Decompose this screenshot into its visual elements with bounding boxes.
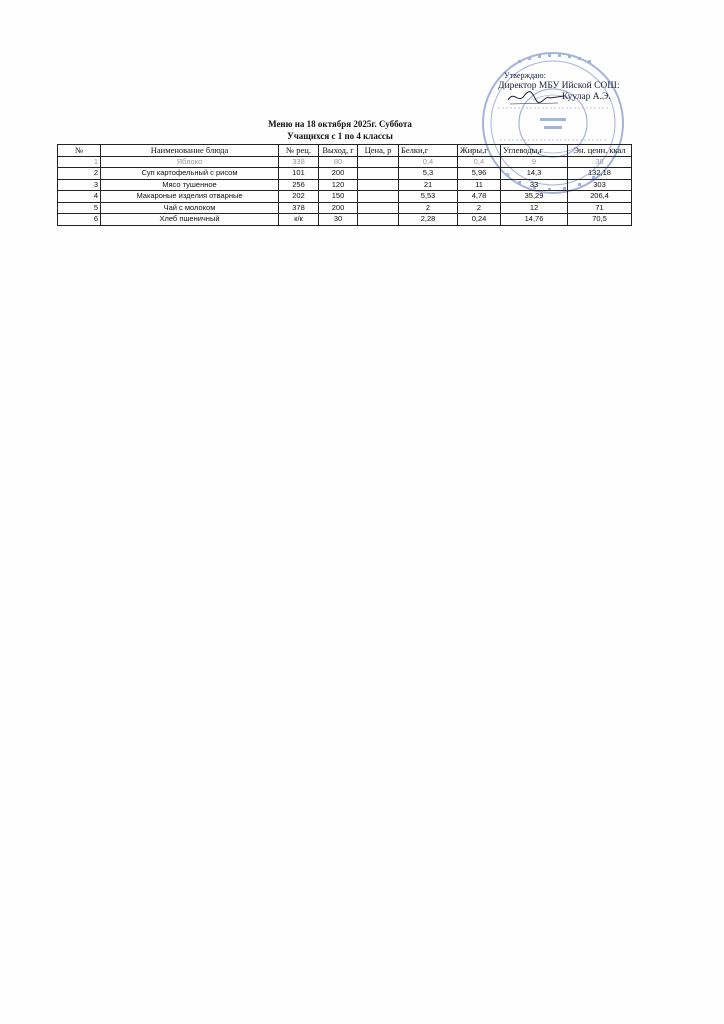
- cell-output: 80: [319, 156, 358, 168]
- signature-line: [520, 92, 698, 103]
- cell-recipe: 256: [279, 179, 319, 191]
- cell-carbs: 33: [501, 179, 568, 191]
- cell-no: 6: [58, 214, 101, 226]
- header-price: Цена, р: [358, 145, 399, 157]
- cell-recipe: к/к: [279, 214, 319, 226]
- cell-carbs: 12: [501, 202, 568, 214]
- cell-output: 200: [319, 168, 358, 180]
- cell-protein: 2: [399, 202, 458, 214]
- cell-energy: 38: [568, 156, 632, 168]
- cell-name: Чай с молоком: [101, 202, 279, 214]
- cell-carbs: 14,3: [501, 168, 568, 180]
- cell-name: Макароные изделия отварные: [101, 191, 279, 203]
- approval-signatory: Куулар А.Э.: [562, 92, 611, 102]
- table-row: [58, 191, 632, 203]
- cell-output: 200: [319, 202, 358, 214]
- cell-protein: 21: [399, 179, 458, 191]
- cell-recipe: 338: [279, 156, 319, 168]
- cell-price: [358, 156, 399, 168]
- table-row: [58, 156, 632, 168]
- cell-protein: 2,28: [399, 214, 458, 226]
- menu-table: [57, 144, 632, 226]
- cell-protein: 5,53: [399, 191, 458, 203]
- cell-price: [358, 191, 399, 203]
- cell-fat: 0,4: [458, 156, 501, 168]
- header-no: №: [58, 145, 101, 157]
- header-energy: Эн. ценн. ккал: [568, 145, 632, 157]
- cell-name: Яблоко: [101, 156, 279, 168]
- approval-caption: Утверждаю:: [504, 71, 546, 80]
- cell-energy: 71: [568, 202, 632, 214]
- cell-fat: 0,24: [458, 214, 501, 226]
- cell-name: Мясо тушенное: [101, 179, 279, 191]
- cell-no: 3: [58, 179, 101, 191]
- cell-recipe: 378: [279, 202, 319, 214]
- cell-price: [358, 179, 399, 191]
- header-protein: Белки,г: [399, 145, 458, 157]
- cell-energy: 206,4: [568, 191, 632, 203]
- header-output: Выход, г: [319, 145, 358, 157]
- cell-no: 2: [58, 168, 101, 180]
- table-row: [58, 179, 632, 191]
- cell-price: [358, 168, 399, 180]
- cell-output: 120: [319, 179, 358, 191]
- cell-name: Хлеб пшеничный: [101, 214, 279, 226]
- cell-recipe: 101: [279, 168, 319, 180]
- cell-fat: 5,96: [458, 168, 501, 180]
- table-row: [58, 214, 632, 226]
- table-header-row: [58, 145, 632, 157]
- cell-carbs: 35,29: [501, 191, 568, 203]
- cell-no: 1: [58, 156, 101, 168]
- menu-title: Меню на 18 октября 2025г. Суббота: [268, 119, 412, 129]
- cell-no: 5: [58, 202, 101, 214]
- approval-position: Директор МБУ Ийской СОШ:: [498, 81, 620, 91]
- cell-protein: 5,3: [399, 168, 458, 180]
- handwritten-signature: [506, 86, 566, 108]
- cell-name: Суп картофельный с рисом: [101, 168, 279, 180]
- cell-price: [358, 214, 399, 226]
- cell-fat: 2: [458, 202, 501, 214]
- cell-energy: 132,18: [568, 168, 632, 180]
- cell-carbs: 9: [501, 156, 568, 168]
- cell-recipe: 202: [279, 191, 319, 203]
- header-fat: Жиры,г: [458, 145, 501, 157]
- cell-no: 4: [58, 191, 101, 203]
- header-recipe: № рец.: [279, 145, 319, 157]
- cell-fat: 4,78: [458, 191, 501, 203]
- cell-carbs: 14,76: [501, 214, 568, 226]
- cell-output: 150: [319, 191, 358, 203]
- table-row: [58, 168, 632, 180]
- cell-fat: 11: [458, 179, 501, 191]
- menu-subtitle: Учащихся с 1 по 4 классы: [287, 131, 393, 141]
- cell-energy: 303: [568, 179, 632, 191]
- header-carbs: Углеводы,г: [501, 145, 568, 157]
- table-row: [58, 202, 632, 214]
- cell-output: 30: [319, 214, 358, 226]
- cell-protein: 0,4: [399, 156, 458, 168]
- approval-block: [498, 70, 698, 103]
- header-name: Наименование блюда: [101, 145, 279, 157]
- cell-price: [358, 202, 399, 214]
- cell-energy: 70,5: [568, 214, 632, 226]
